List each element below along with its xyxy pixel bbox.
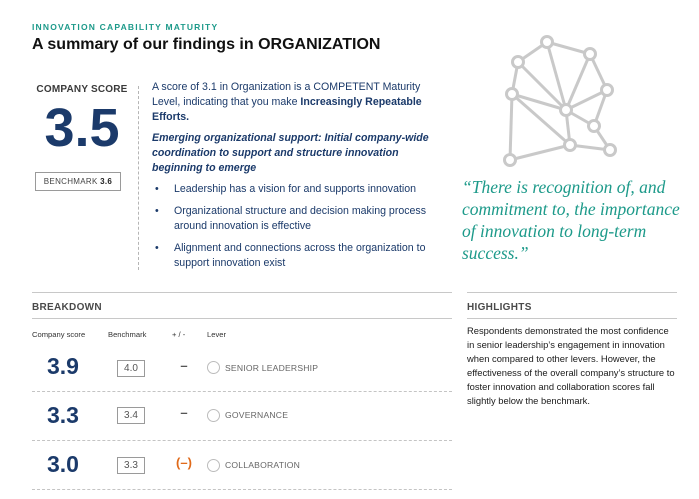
benchmark-badge	[35, 172, 121, 191]
row-delta-negative: (–)	[176, 455, 192, 470]
row-delta: –	[180, 358, 188, 373]
summary-bold-text: Increasingly Repeatable Efforts.	[152, 96, 422, 123]
column-header-lever: Lever	[207, 330, 226, 339]
row-company-score: 3.0	[47, 451, 79, 477]
lever-circle-icon	[207, 361, 220, 374]
breakdown-title: BREAKDOWN	[32, 302, 102, 313]
benchmark-label: BENCHMARK	[43, 177, 98, 186]
eyebrow-label: INNOVATION CAPABILITY MATURITY	[32, 22, 219, 32]
benchmark-value: 3.6	[100, 177, 113, 186]
score-summary	[152, 80, 447, 125]
highlights-top-rule	[467, 292, 677, 293]
findings-list-item: • Leadership has a vision for and supports innovation	[152, 182, 452, 197]
row-lever: COLLABORATION	[225, 460, 301, 470]
findings-list-item: • Alignment and connections across the organization to support innovation exist	[152, 241, 452, 271]
row-company-score: 3.9	[47, 353, 79, 379]
row-benchmark: 3.4	[117, 407, 145, 424]
breakdown-bottom-rule	[32, 318, 452, 319]
row-benchmark: 4.0	[117, 360, 145, 377]
row-divider	[32, 489, 452, 490]
vertical-divider	[138, 86, 139, 270]
findings-list	[152, 182, 452, 278]
highlights-text: Respondents demonstrated the most confidence in senior leadership’s engagement in innovation when compared to other levers. However, the effectiveness of the overall company’s structure to foster innovation and collaboration scores fall slightly below the benchmark.	[467, 325, 675, 406]
network-graphic-icon	[490, 30, 630, 170]
company-score-label: COMPANY SCORE	[36, 84, 128, 95]
column-header-delta: + / -	[172, 330, 186, 339]
row-lever: GOVERNANCE	[225, 410, 289, 420]
company-score-value: 3.5	[44, 98, 120, 158]
row-divider	[32, 391, 452, 392]
page-title: A summary of our findings in ORGANIZATION	[32, 36, 381, 53]
row-company-score: 3.3	[47, 402, 79, 428]
emphasis-statement: Emerging organizational support: Initial company-wide coordination to support and structure innovation beginning to emerge	[152, 132, 429, 174]
highlights-title: HIGHLIGHTS	[467, 302, 532, 313]
lever-circle-icon	[207, 409, 220, 422]
highlights-bottom-rule	[467, 318, 677, 319]
findings-list-item: • Organizational structure and decision making process around innovation is effective	[152, 204, 452, 234]
row-benchmark: 3.3	[117, 457, 145, 474]
row-divider	[32, 440, 452, 441]
breakdown-top-rule	[32, 292, 452, 293]
row-lever: SENIOR LEADERSHIP	[225, 363, 319, 373]
lever-circle-icon	[207, 459, 220, 472]
summary-text: A score of 3.1 in Organization is a COMPETENT Maturity Level, indicating that you make	[152, 81, 421, 108]
column-header-company-score: Company score	[32, 330, 86, 339]
column-header-benchmark: Benchmark	[108, 330, 147, 339]
pull-quote: “There is recognition of, and commitment to, the importance of innovation to long-term success.”	[462, 177, 680, 263]
row-delta: –	[180, 405, 188, 420]
